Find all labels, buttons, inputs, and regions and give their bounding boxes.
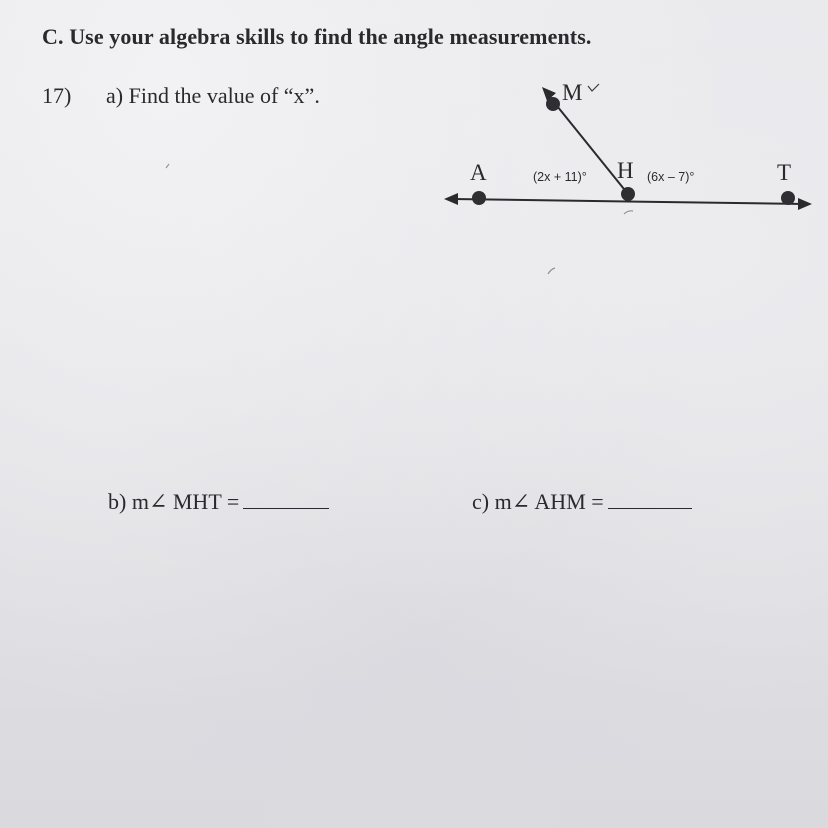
angle-mht-label: (6x – 7)° [647,170,695,184]
section-heading: C. Use your algebra skills to find the angle measurements. [42,24,592,49]
problem-number: 17) [42,83,72,108]
pencil-mark [624,211,633,214]
part-a-prompt: a) Find the value of “x”. [106,83,320,108]
part-b-prompt: b) m∠ MHT = [108,489,240,514]
point-m-dot [546,97,560,111]
pencil-mark [166,164,169,168]
arrow-left-icon [444,193,458,205]
point-h-dot [621,187,635,201]
part-c-answer-blank[interactable] [608,488,692,509]
part-c-prompt: c) m∠ AHM = [472,489,604,514]
point-m-label: M [562,80,583,105]
part-c-answer-line [472,488,692,515]
pencil-mark [548,268,555,274]
part-b-answer-line [108,488,329,515]
angle-ahm-label: (2x + 11)° [533,170,587,184]
checkmark-icon [588,84,599,91]
point-t-dot [781,191,795,205]
point-h-label: H [617,158,634,183]
part-b-answer-blank[interactable] [243,488,329,509]
point-a-dot [472,191,486,205]
point-t-label: T [777,160,792,185]
arrow-right-icon [798,198,812,210]
point-a-label: A [470,160,487,185]
